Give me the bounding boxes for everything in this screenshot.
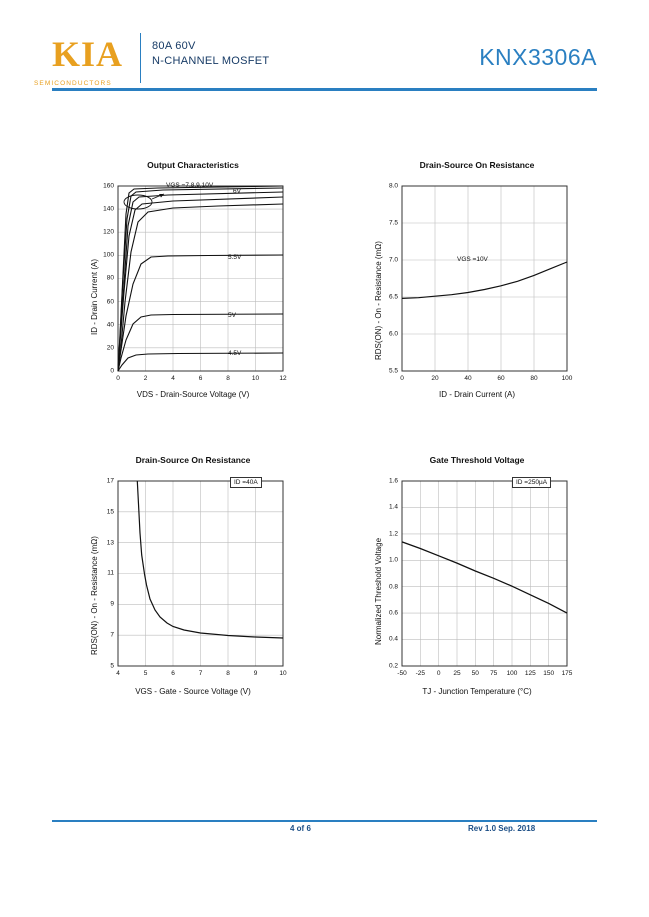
- y-axis-label: ID - Drain Current (A): [90, 258, 99, 335]
- y-tick: 1.6: [388, 477, 398, 485]
- x-tick: 6: [171, 670, 175, 677]
- chart-annotation: ID =40A: [230, 477, 262, 488]
- y-tick: 8.0: [388, 182, 398, 190]
- y-tick: 13: [106, 539, 114, 547]
- device-rating: 80A 60V: [152, 40, 196, 52]
- y-tick: 140: [103, 205, 114, 213]
- x-tick: 125: [524, 670, 536, 677]
- y-tick: 80: [106, 274, 114, 282]
- part-number: KNX3306A: [479, 44, 597, 70]
- page-header: [0, 0, 649, 100]
- y-axis-label: RDS(ON) - On - Resistance (mΩ): [374, 241, 383, 360]
- x-tick: 10: [279, 670, 287, 677]
- x-tick: -50: [397, 670, 407, 677]
- x-axis-label: VGS - Gate - Source Voltage (V): [135, 687, 251, 696]
- x-tick: 150: [543, 670, 555, 677]
- device-type: N-CHANNEL MOSFET: [152, 55, 270, 67]
- y-tick: 5: [110, 662, 114, 670]
- x-tick: 4: [171, 375, 175, 382]
- x-tick: 80: [530, 375, 538, 382]
- chart-annotation: ID =250µA: [512, 477, 551, 488]
- x-tick: 6: [198, 375, 203, 382]
- y-tick: 7: [110, 631, 114, 639]
- chart-annotation: 5V: [228, 312, 236, 319]
- chart-title: Drain-Source On Resistance: [135, 455, 251, 465]
- x-tick: 100: [561, 375, 573, 382]
- x-tick: 100: [506, 670, 518, 677]
- x-tick: -25: [415, 670, 425, 677]
- y-tick: 120: [103, 228, 114, 236]
- x-tick: 175: [561, 670, 573, 677]
- y-tick: 17: [106, 477, 114, 485]
- chart-title: Output Characteristics: [147, 160, 239, 170]
- y-axis-label: RDS(ON) - On - Resistance (mΩ): [90, 536, 99, 655]
- x-tick: 25: [453, 670, 461, 677]
- chart-gate-threshold-voltage: [362, 455, 592, 720]
- y-tick: 5.5: [388, 367, 398, 375]
- y-tick: 15: [106, 508, 114, 516]
- y-tick: 7.5: [388, 219, 398, 227]
- y-tick: 100: [103, 251, 114, 259]
- x-tick: 4: [116, 670, 120, 677]
- y-tick: 40: [106, 321, 114, 329]
- x-tick: 20: [431, 375, 439, 382]
- y-tick: 6.5: [388, 293, 398, 301]
- x-tick: 2: [143, 375, 148, 382]
- y-axis-label: Normalized Threshold Voltage: [374, 537, 383, 645]
- x-tick: 0: [436, 670, 441, 677]
- company-logo: KIA: [52, 34, 124, 74]
- chart-annotation: 5.5V: [228, 254, 242, 261]
- header-divider: [140, 33, 141, 83]
- y-tick: 1.4: [388, 503, 398, 511]
- y-tick: 20: [106, 344, 114, 352]
- y-tick: 11: [107, 569, 114, 577]
- x-tick: 0: [116, 375, 120, 382]
- x-axis-label: ID - Drain Current (A): [438, 390, 515, 399]
- y-tick: 160: [103, 182, 114, 190]
- chart-title: Gate Threshold Voltage: [429, 455, 525, 465]
- y-tick: 1.2: [388, 530, 398, 538]
- y-tick: 0: [110, 367, 114, 375]
- chart-annotation: 6V: [233, 188, 241, 195]
- chart-output-characteristics: [78, 160, 308, 415]
- y-tick: 60: [106, 298, 114, 306]
- y-tick: 0.2: [388, 662, 398, 670]
- chart-plot-area: [78, 469, 308, 719]
- x-tick: 9: [253, 670, 258, 677]
- x-tick: 7: [198, 670, 203, 677]
- x-axis-label: TJ - Junction Temperature (°C): [422, 687, 532, 696]
- x-tick: 60: [497, 375, 505, 382]
- chart-rds-on-vs-gate-voltage: [78, 455, 308, 720]
- header-rule: [52, 88, 597, 91]
- x-tick: 0: [400, 375, 404, 382]
- y-tick: 0.8: [388, 583, 398, 591]
- y-tick: 0.6: [388, 609, 398, 617]
- y-tick: 7.0: [388, 256, 398, 264]
- x-tick: 75: [490, 670, 498, 677]
- x-tick: 10: [251, 375, 260, 382]
- y-tick: 6.0: [388, 330, 398, 338]
- chart-title: Drain-Source On Resistance: [419, 160, 535, 170]
- footer-rule: [52, 820, 597, 822]
- revision-info: Rev 1.0 Sep. 2018: [468, 824, 536, 833]
- y-tick: 0.4: [388, 635, 398, 643]
- x-tick: 50: [471, 670, 479, 677]
- x-tick: 8: [226, 670, 230, 677]
- chart-annotation: 4.5V: [228, 350, 242, 357]
- chart-rds-on-vs-drain-current: [362, 160, 592, 415]
- x-tick: 8: [226, 375, 230, 382]
- company-logo-subtitle: SEMICONDUCTORS: [34, 80, 112, 87]
- x-axis-label: VDS - Drain-Source Voltage (V): [136, 390, 250, 399]
- x-tick: 40: [464, 375, 472, 382]
- y-tick: 1.0: [388, 556, 398, 564]
- y-tick: 9: [110, 600, 114, 608]
- chart-annotation: VGS =7,8,9,10V: [166, 182, 214, 189]
- chart-annotation: VGS =10V: [457, 256, 488, 263]
- x-tick: 12: [279, 375, 287, 382]
- x-tick: 5: [143, 670, 148, 677]
- page-number: 4 of 6: [290, 824, 311, 833]
